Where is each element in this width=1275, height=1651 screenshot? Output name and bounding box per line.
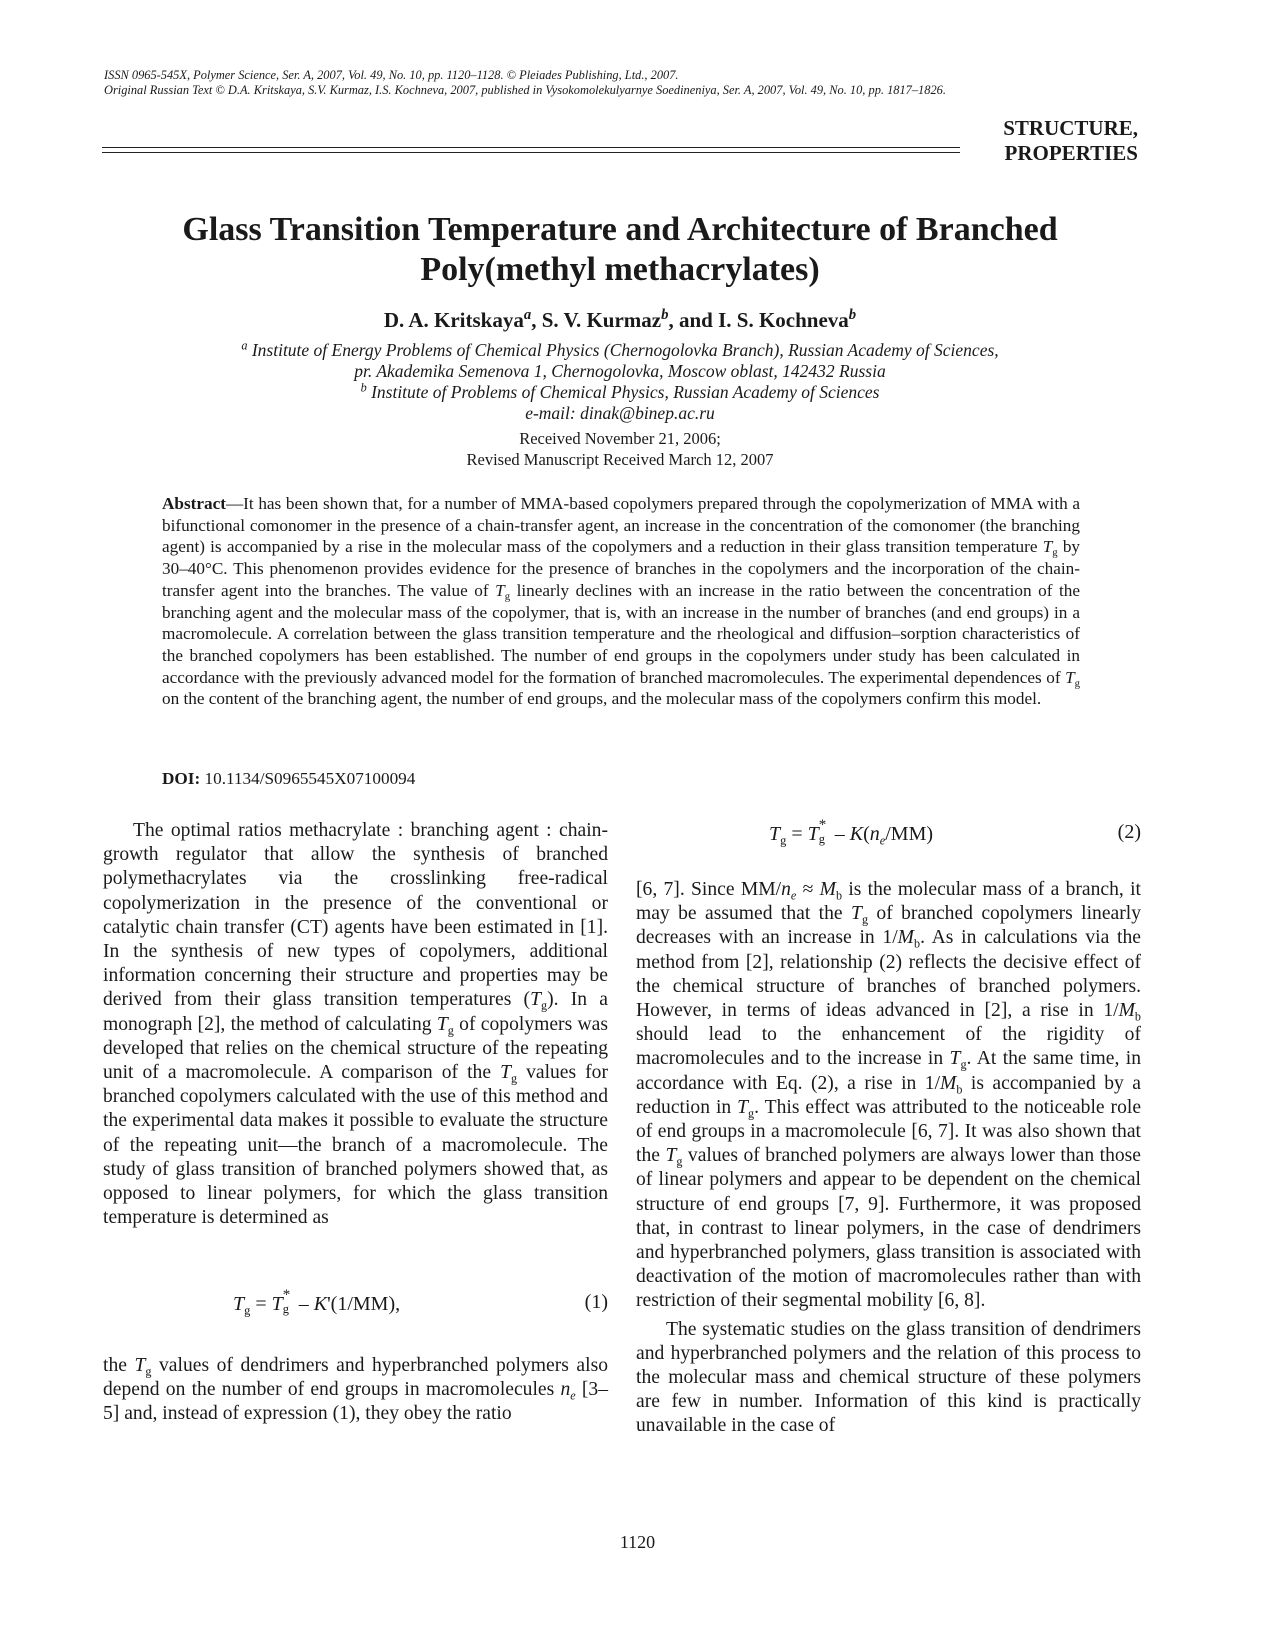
equation-1: $T_g = T$ * g – K'(1/MM), (1)	[233, 1287, 608, 1318]
author-name: I. S. Kochneva	[718, 308, 849, 332]
doi-label: DOI:	[162, 769, 201, 788]
equation-number: (2)	[1117, 821, 1141, 843]
page-number: 1120	[619, 1532, 656, 1552]
author-separator: ,	[531, 308, 542, 332]
body-right-paragraph-1: [6, 7]. Since $MM/n_e \approx M_b$ is the molecular mass of a branch, it may be assumed that the $T_g$ of branched copolymers linearly decreases with an increase in $1/M_b$. As in calculations via the method from [2], relationship (2) reflects the decisive effect of the chemical structure of branches of branched polymers. However, in terms of ideas advanced in [2], a rise in $1/M_b$ should lead to the enhancement of the rigidity of macromolecules and to the increase in $T_g$. At the same time, in accordance with Eq. (2), a rise in $1/M_b$ is accompanied by a reduction in $T_g$. This effect was attributed to the noticeable role of end groups in a macromolecule [6, 7]. It was also shown that the $T_g$ values of branched polymers are always lower than those of linear polymers and appear to be dependent on the chemical structure of end groups [7, 9]. Furthermore, it was proposed that, in contrast to linear polymers, in the case of dendrimers and hyperbranched polymers, glass transition is associated with deactivation of the motion of macromolecules rather than with restriction of their segmental mobility [6, 8]. The systematic studies on the glass transition of dendrimers and hyperbranched polymers and the relation of this process to the molecular mass and chemical structure of these polymers are few in number. Information of this kind is practically unavailable in the case of	[636, 878, 1141, 1439]
body-left-paragraph-1: The optimal ratios methacrylate : branching agent : chain-growth regulator that allow the synthesis of branched polymethacrylates via the crosslinking free-radical copolymerization in the presence of the conventional or catalytic chain transfer (CT) agents have been estimated in [1]. In the synthesis of new types of copolymers, additional information concerning their structure and properties may be derived from their glass transition temperatures $(T_g)$. In a monograph [2], the method of calculating $T_g$ of copolymers was developed that relies on the chemical structure of the repeating unit of a macromolecule. A comparison of the $T_g$ values for branched copolymers calculated with the use of this method and the experimental data makes it possible to evaluate the structure of the repeating unit—the branch of a macromolecule. The study of glass transition of branched polymers showed that, as opposed to linear polymers, for which the glass transition temperature is determined as	[103, 820, 609, 1229]
header-double-rule	[102, 147, 960, 153]
author-name: S. V. Kurmaz	[541, 308, 662, 332]
author-separator: , and	[668, 308, 719, 332]
affiliation-a-line2: pr. Akademika Semenova 1, Chernogolovka, Moscow oblast, 142432 Russia	[354, 361, 886, 381]
journal-header	[104, 68, 1184, 98]
affiliation-mark: a	[241, 338, 248, 353]
equation-2: $T_g = T$ * g – $K(n_e/MM)$ (2)	[769, 817, 1141, 848]
affiliation-mark: a	[523, 306, 532, 323]
section-label	[1003, 116, 1138, 166]
contact-email: e-mail: dinak@binep.ac.ru	[525, 403, 715, 423]
equation-number: (1)	[584, 1291, 608, 1313]
body-right-paragraph-2: The systematic studies on the glass transition of dendrimers and hyperbranched polymers and the relation of this process to the molecular mass and chemical structure of these polymers are few in number. Information of this kind is practically unavailable in the case of	[636, 1318, 1141, 1437]
affiliation-b-line1: $^b$ Institute of Problems of Chemical Physics, Russian Academy of Sciences	[360, 380, 880, 402]
received-line2: Revised Manuscript Received March 12, 2007	[466, 450, 774, 469]
received-line1: Received November 21, 2006;	[519, 429, 721, 448]
title-line1: Glass Transition Temperature and Architecture of Branched	[182, 211, 1058, 248]
article-title	[100, 210, 1140, 290]
doi-link[interactable]: 10.1134/S0965545X07100094	[200, 769, 416, 788]
affiliation-mark: b	[661, 306, 669, 323]
affiliation-mark: b	[360, 380, 367, 395]
header-rule-top	[102, 147, 960, 148]
issn-line: ISSN 0965-545X, Polymer Science, Ser. A, 2007, Vol. 49, No. 10, pp. 1120–1128. © Pleiades Publishing, Ltd., 2007.	[104, 68, 679, 82]
doi	[162, 768, 415, 790]
author-list	[100, 307, 1140, 333]
original-text-line: Original Russian Text © D.A. Kritskaya, S.V. Kurmaz, I.S. Kochneva, 2007, published in Vysokomolekulyarnye Soedineniya, Ser. A, 2007, Vol. 49, No. 10, pp. 1817–1826.	[104, 83, 946, 97]
body-left-paragraph-2: the $T_g$ values of dendrimers and hyperbranched polymers also depend on the number of end groups in macromolecules $n_e$ [3–5] and, instead of expression (1), they obey the ratio	[103, 1355, 608, 1425]
affiliations	[100, 340, 1140, 424]
received-dates	[100, 428, 1140, 470]
affiliation-a-line1: $^a$ Institute of Energy Problems of Chemical Physics (Chernogolovka Branch), Russian Academy of Sciences,	[241, 338, 999, 360]
abstract: Abstract—It has been shown that, for a number of MMA-based copolymers prepared through the copolymerization of MMA with a bifunctional comonomer in the presence of a chain-transfer agent, an increase in the concentration of the comonomer (the branching agent) is accompanied by a rise in the molecular mass of the copolymers and a reduction in their glass transition temperature $T_g$ by 30–40°C. This phenomenon provides evidence for the presence of branches in the copolymers and the incorporation of the chain-transfer agent into the branches. The value of $T_g$ linearly declines with an increase in the ratio between the concentration of the branching agent and the molecular mass of the copolymer, that is, with an increase in the number of branches (and end groups) in a macromolecule. A correlation between the glass transition temperature and the rheological and diffusion–sorption characteristics of the branched copolymers has been established. The number of end groups in the copolymers under study has been calculated in accordance with the previously advanced model for the formation of branched macromolecules. The experimental dependences of $T_g$ on the content of the branching agent, the number of end groups, and the molecular mass of the copolymers confirm this model.	[162, 494, 1081, 709]
title-line2: Poly(methyl methacrylates)	[420, 251, 820, 288]
abstract-label: Abstract	[162, 494, 226, 513]
affiliation-mark: b	[848, 306, 857, 323]
section-label-line1: STRUCTURE,	[1003, 116, 1138, 140]
header-rule-bottom	[102, 152, 960, 153]
author-name: D. A. Kritskaya	[383, 308, 524, 332]
section-label-line2: PROPERTIES	[1004, 141, 1138, 165]
